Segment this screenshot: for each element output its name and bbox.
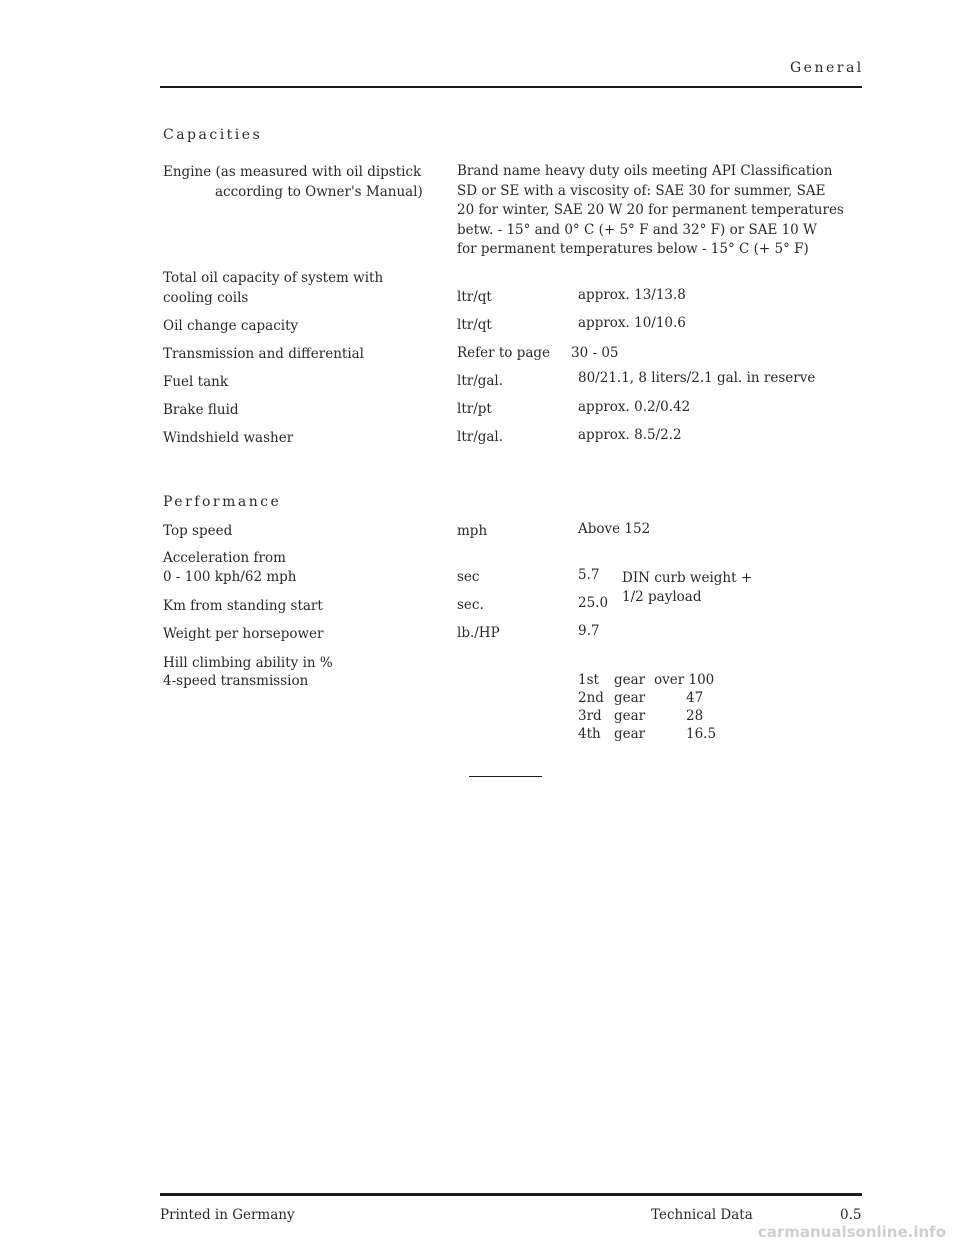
gear-word: gear	[614, 672, 646, 688]
section-title: General	[790, 60, 864, 76]
weight-hp-value: 9.7	[578, 623, 600, 639]
oil-spec-line: for permanent temperatures below - 15° C (+ 5° F)	[457, 241, 809, 257]
end-rule	[469, 776, 542, 777]
weight-hp-unit: lb./HP	[457, 625, 500, 641]
row-label: cooling coils	[163, 290, 249, 306]
gear-number: 3rd	[578, 708, 602, 724]
gear-number: 2nd	[578, 690, 604, 706]
row-unit: ltr/qt	[457, 289, 492, 305]
row-unit: ltr/qt	[457, 317, 492, 333]
row-unit: ltr/pt	[457, 401, 492, 417]
footer-section: Technical Data	[651, 1207, 753, 1223]
engine-label-line2: according to Owner's Manual)	[215, 184, 423, 200]
row-unit: ltr/gal.	[457, 429, 504, 445]
weight-hp-label: Weight per horsepower	[163, 626, 324, 642]
row-value: 80/21.1, 8 liters/2.1 gal. in reserve	[578, 370, 816, 386]
acceleration-unit: sec	[457, 569, 480, 585]
watermark: carmanualsonline.info	[757, 1223, 946, 1241]
row-value: approx. 8.5/2.2	[578, 427, 682, 443]
page-number: 0.5	[840, 1207, 862, 1223]
row-label: Windshield washer	[163, 430, 294, 446]
gear-word: gear	[614, 690, 646, 706]
oil-spec-line: betw. - 15° and 0° C (+ 5° F and 32° F) or SAE 10 W	[457, 221, 817, 238]
oil-spec-line: SD or SE with a viscosity of: SAE 30 for summer, SAE	[457, 182, 826, 199]
acceleration-value: 5.7	[578, 567, 600, 583]
acceleration-label: Acceleration from	[163, 550, 286, 566]
header-rule	[160, 86, 862, 88]
row-label: Total oil capacity of system with	[163, 270, 384, 286]
footer-printed: Printed in Germany	[160, 1207, 295, 1223]
hill-label: 4-speed transmission	[163, 673, 309, 689]
row-unit: ltr/gal.	[457, 373, 504, 389]
footer-rule	[160, 1193, 862, 1196]
row-label: Fuel tank	[163, 374, 229, 390]
gear-value: 28	[686, 708, 704, 724]
standing-start-unit: sec.	[457, 597, 484, 613]
standing-start-label: Km from standing start	[163, 598, 323, 614]
row-label: Oil change capacity	[163, 318, 299, 334]
row-unit: Refer to page	[457, 345, 551, 361]
oil-spec-text	[457, 162, 857, 260]
hill-label: Hill climbing ability in %	[163, 655, 333, 671]
weight-note: 1/2 payload	[622, 589, 702, 605]
gear-word: gear	[614, 708, 646, 724]
row-label: Transmission and differential	[163, 346, 364, 362]
standing-start-value: 25.0	[578, 595, 609, 611]
row-value: 30 - 05	[571, 345, 619, 361]
row-value: approx. 13/13.8	[578, 287, 686, 303]
gear-number: 4th	[578, 726, 601, 742]
engine-label-line1: Engine (as measured with oil dipstick	[163, 164, 422, 180]
row-label: Brake fluid	[163, 402, 239, 418]
gear-value: over 100	[654, 672, 715, 688]
gear-number: 1st	[578, 672, 599, 688]
row-value: approx. 10/10.6	[578, 315, 686, 331]
oil-spec-line: 20 for winter, SAE 20 W 20 for permanent temperatures	[457, 202, 844, 218]
top-speed-label: Top speed	[163, 523, 233, 539]
gear-value: 47	[686, 690, 704, 706]
gear-value: 16.5	[686, 726, 717, 742]
performance-heading: Performance	[163, 494, 282, 510]
capacities-heading: Capacities	[163, 127, 263, 143]
row-value: approx. 0.2/0.42	[578, 399, 691, 415]
weight-note: DIN curb weight +	[622, 570, 753, 586]
gear-word: gear	[614, 726, 646, 742]
acceleration-label: 0 - 100 kph/62 mph	[163, 569, 297, 585]
oil-spec-line: Brand name heavy duty oils meeting API Classification	[457, 163, 833, 179]
top-speed-value: Above 152	[578, 521, 651, 537]
top-speed-unit: mph	[457, 523, 488, 539]
